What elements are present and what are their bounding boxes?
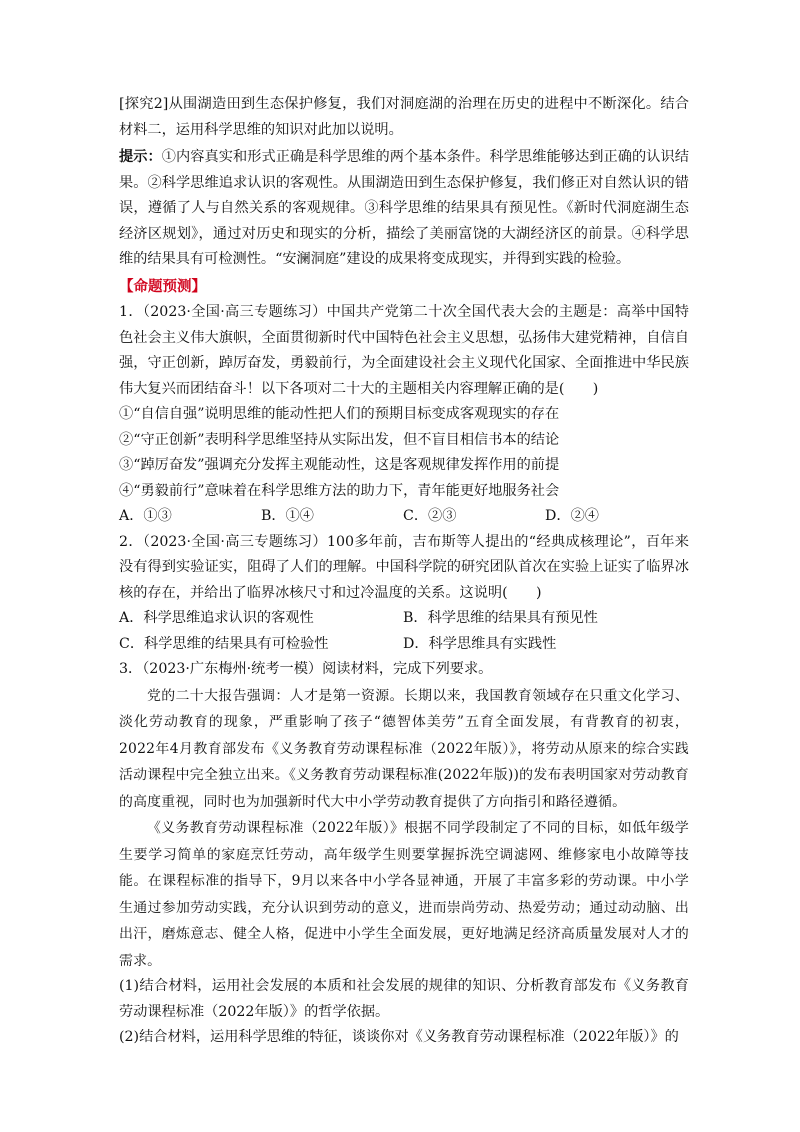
q1-statement: ③“踔厉奋发”强调充分发挥主观能动性，这是客观规律发挥作用的前提 (119, 457, 560, 473)
q1-option-c[interactable]: C．②③ (403, 508, 457, 524)
hint-paragraph (119, 145, 689, 273)
explore-question-text: 从围湖造田到生态保护修复，我们对洞庭湖的治理在历史的进程中不断深化。结合材料二，运用科学思维的知识对此加以说明。 (119, 96, 689, 138)
hint-text: ①内容真实和形式正确是科学思维的两个基本条件。科学思维能够达到正确的认识结果。②科学思维追求认识的客观性。从围湖造田到生态保护修复，我们修正对自然认识的错误，遵循了人与自然关系的客观规律。③科学思维的结果具有预见性。《新时代洞庭湖生态经济区规划》，通过对历史和现实的分析，描绘了美丽富饶的大湖经济区的前景。④科学思维的结果具有可检测性。“安澜洞庭”建设的成果将变成现实，并得到实践的检验。 (119, 149, 689, 267)
q2-option-b[interactable]: B．科学思维的结果具有预见性 (403, 610, 598, 626)
explore-label: [探究2] (119, 96, 169, 112)
q1-option-b[interactable]: B．①④ (261, 508, 314, 524)
q1-statement: ①“自信自强”说明思维的能动性把人们的预期目标变成客观现实的存在 (119, 406, 560, 422)
q3-material-1: 党的二十大报告强调：人才是第一资源。长期以来，我国教育领域存在只重文化学习、淡化劳动教育的现象，严重影响了孩子“德智体美劳”五育全面发展，有背教育的初衷，2022年4月教育部发布《义务教育劳动课程标准（2022年版）》，将劳动从原来的综合实践活动课程中完全独立出来。《义务教育劳动课程标准(2022年版))的发布表明国家对劳动教育的高度重视，同时也为加强新时代大中小学劳动教育提供了方向指引和路径遵循。 (119, 687, 689, 810)
q1-options (119, 504, 689, 530)
q2-stem: 2．（2023·全国·高三专题练习）100多年前，吉布斯等人提出的“经典成核理论”，百年来没有得到实验证实，阻碍了人们的理解。中国科学院的研究团队首次在实验上证实了临界冰核的存在，并给出了临界冰核尺寸和过冷温度的关系。这说明( ) (119, 533, 689, 601)
q2-options-row-1 (119, 606, 689, 632)
section-title: 【命题预测】 (119, 278, 206, 295)
q1-statement: ②“守正创新”表明科学思维坚持从实际出发，但不盲目相信书本的结论 (119, 431, 560, 448)
q3-sub-question-1: (1)结合材料，运用社会发展的本质和社会发展的规律的知识、分析教育部发布《义务教育劳动课程标准（2022年版）》的哲学依据。 (119, 978, 689, 1020)
document-page (119, 92, 689, 1051)
q2-option-a[interactable]: A．科学思维追求认识的客观性 (119, 610, 314, 626)
explore-question (119, 92, 689, 143)
q1-option-a[interactable]: A．①③ (119, 508, 172, 524)
q3-stem: 3．（2023·广东梅州·统考一模）阅读材料，完成下列要求。 (119, 661, 493, 677)
q2-option-c[interactable]: C．科学思维的结果具有可检验性 (119, 635, 329, 652)
q2-options-row-2 (119, 632, 689, 658)
q3-sub-question-2: (2)结合材料，运用科学思维的特征，谈谈你对《义务教育劳动课程标准（2022年版）》的 (119, 1029, 679, 1045)
q1-stem: 1．（2023·全国·高三专题练习）中国共产党第二十次全国代表大会的主题是：高举中国特色社会主义伟大旗帜，全面贯彻新时代中国特色社会主义思想，弘扬伟大建党精神，自信自强，守正创新，踔厉奋发，勇毅前行，为全面建设社会主义现代化国家、全面推进中华民族伟大复兴而团结奋斗！以下各项对二十大的主题相关内容理解正确的是( ) (119, 304, 689, 397)
q3-material-2: 《义务教育劳动课程标准（2022年版）》根据不同学段制定了不同的目标，如低年级学生要学习简单的家庭烹饪劳动，高年级学生则要掌握拆洗空调滤网、维修家电小故障等技能。在课程标准的指导下，9月以来各中小学各显神通，开展了丰富多彩的劳动课。中小学生通过参加劳动实践，充分认识到劳动的意义，进而崇尚劳动、热爱劳动；通过动动脑、出出汗，磨炼意志、健全人格，促进中小学生全面发展，更好地满足经济高质量发展对人才的需求。 (119, 820, 689, 969)
hint-label: 提示： (119, 149, 162, 165)
q1-option-d[interactable]: D．②④ (545, 508, 599, 524)
q2-option-d[interactable]: D．科学思维具有实践性 (403, 635, 557, 652)
q1-statement: ④“勇毅前行”意味着在科学思维方法的助力下，青年能更好地服务社会 (119, 482, 560, 499)
